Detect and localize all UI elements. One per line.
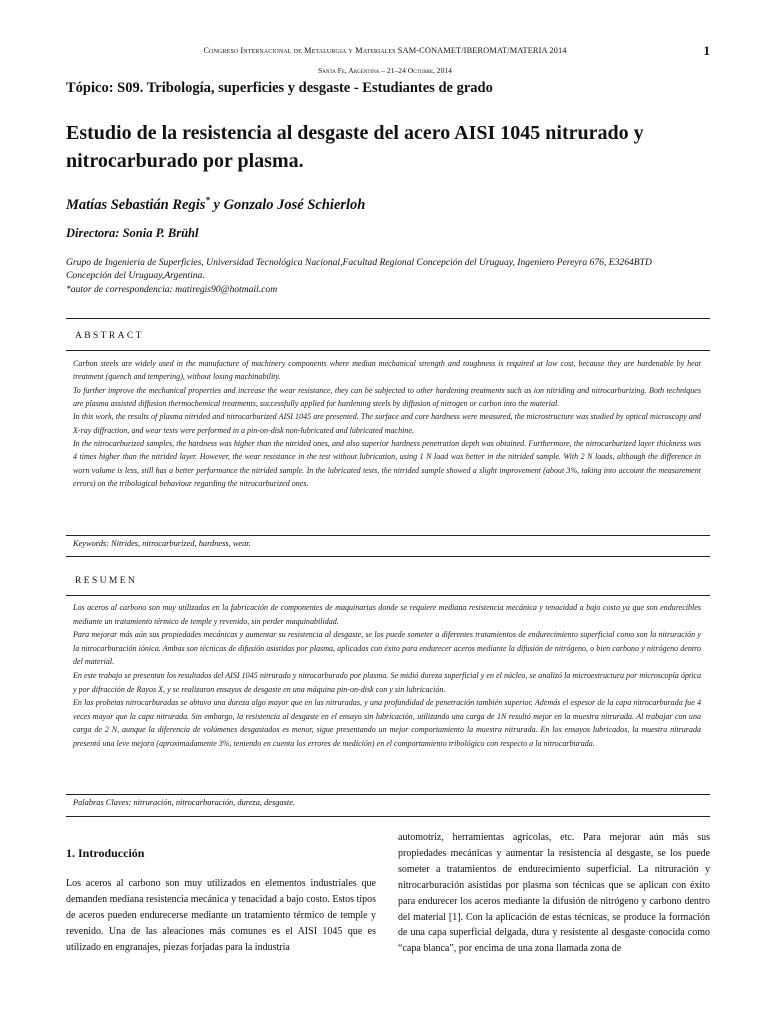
- left-column: [66, 846, 376, 956]
- affiliation-line-2: Concepción del Uruguay,Argentina.: [66, 270, 205, 282]
- corresponding-email: *autor de correspondencia: matiregis90@hotmail.com: [66, 283, 278, 295]
- resumen-rule: [66, 595, 710, 596]
- paper-title: Estudio de la resistencia al desgaste del acero AISI 1045 nitrurado y nitrocarburado por plasma.: [66, 122, 644, 172]
- abstract-heading: ABSTRACT: [75, 331, 144, 341]
- section-heading-introduction: 1. Introducción: [66, 846, 145, 860]
- conference-header: Congreso Internacional de Metalurgia y Materiales SAM-CONAMET/IBEROMAT/MATERIA 2014: [203, 46, 567, 55]
- abstract-paragraph: Carbon steels are widely used in the manufacture of machinery components where median mechanical strength and toughness is required at low cost, because they are hardenable by heat treatment (quench and tempering), without losing machinability.: [73, 359, 701, 382]
- introduction-text-left: Los aceros al carbono son muy utilizados en elementos industriales que demanden mediana resistencia mecánica y tenacidad a bajo costo. Estos tipos de aceros pueden endurecerse mediante un tratamiento térmico de temple y revenido. Una de las aleaciones más comunes es el AISI 1045 que es utilizado en engranajes, piezas forjadas para la industria: [66, 878, 376, 953]
- author-1: Matías Sebastián Regis: [66, 196, 206, 213]
- abstract-bottom-rule: [66, 556, 710, 557]
- abstract-paragraph: In this work, the results of plasma nitrided and nitrocarburized AISI 1045 are presented. The surface and core hardness were measured, the microstructure was studied by optical microscopy and X-ray diffraction, and wear tests were performed in a pin-on-disk non-lubricated and lubricated machine.: [73, 412, 701, 435]
- abstract-top-rule: [66, 318, 710, 319]
- author-2: y Gonzalo José Schierloh: [213, 196, 366, 213]
- abstract-keywords-rule: [66, 535, 710, 536]
- introduction-text-right: automotriz, herramientas agrícolas, etc. Para mejorar aún más sus propiedades mecánicas y aumentar la resistencia al desgaste, se los puede someter a tratamientos de endurecimiento superficial. La nitruración y nitrocarburación asistidas por plasma son técnicas que se aplican con éxito para endurecer los aceros mediante la difusión de nitrógeno y carbono dentro del material [1]. Con la aplicación de estas técnicas, se produce la formación de una capa superficial delgada, dura y resistente al desgaste conocida como “capa blanca”, por encima de una zona llamada zona de: [398, 832, 710, 955]
- abstract-body: [73, 357, 701, 490]
- resumen-body: [73, 601, 701, 751]
- abstract-paragraph: In the nitrocarburized samples, the hardness was higher than the nitrided ones, and also superior hardness penetration depth was obtained. Furthermore, the nitrocarburized layer thickness was 4 times higher than the nitrided layer. However, the wear resistance in the test without lubrication, using 1 N load was better in the nitrided sample. With 2 N loads, although the difference in worn volume is less, still has a better performance the nitrided sample. In the lubricated tests, the nitrided sample showed a slight improvement (about 3%, taking into account the measurement errors) on the tribological behaviour regarding the nitrocarburized ones.: [73, 439, 701, 489]
- resumen-paragraph: Los aceros al carbono son muy utilizados en la fabricación de componentes de maquinarias donde se requiere mediana resistencia mecánica y tenacidad a bajo costo ya que son endurecibles mediante un tratamiento térmico de temple y revenido, sin perder maquinabilidad.: [73, 603, 701, 626]
- affiliation: [66, 256, 716, 296]
- conference-location-date: Santa Fe, Argentina – 21–24 Octubre, 2014: [318, 66, 452, 75]
- affiliation-line-1: Grupo de Ingeniería de Superficies, Universidad Tecnológica Nacional,Facultad Regional Concepción del Uruguay, Ingeniero Pereyra 676, E3264BTD: [66, 257, 652, 268]
- resumen-heading: RESUMEN: [75, 576, 138, 586]
- abstract-rule: [66, 350, 710, 351]
- right-column: [398, 830, 710, 957]
- abstract-paragraph: To further improve the mechanical properties and increase the wear resistance, they can be subjected to other hardening treatments such as ion nitriding and nitrocarburizing. Both techniques are plasma assisted diffusion thermochemical treatments, successfully applied for hardening steels by diffusion of nitrogen or carbon into the material.: [73, 385, 701, 409]
- resumen-paragraph: En las probetas nitrocarburadas se obtuvo una dureza algo mayor que en las nitruradas, y una profundidad de penetración también superior. Además el espesor de la capa nitrocarburada fue 4 veces mayor que la capa nitrurada. Sin embargo, la resistencia al desgaste en el ensayo sin lubricación, utilizando una carga de 1N resultó mejor en la muestra nitrurada. Al trabajar con una carga de 2 N, aunque la diferencia de volúmenes desgastados es menor, sigue presentando un mejor comportamiento la muestra nitrurada. En los ensayos lubricados, la muestra nitrurada presentó una leve mejora (aproximadamente 3%, teniendo en cuenta los errores de medición) en el comportamiento tribológico con respecto a la nitrocarburada.: [73, 698, 701, 748]
- resumen-keywords-rule: [66, 794, 710, 795]
- resumen-keywords: Palabras Claves: nitruración, nitrocarburación, dureza, desgaste.: [73, 798, 296, 807]
- authors-line: [66, 195, 365, 214]
- abstract-keywords: Keywords: Nitrides, nitrocarburized, hardness, wear.: [73, 539, 251, 548]
- topic-line: Tópico: S09. Tribología, superficies y desgaste - Estudiantes de grado: [66, 80, 493, 96]
- directora-line: Directora: Sonia P. Brühl: [66, 226, 199, 240]
- resumen-paragraph: Para mejorar más aún sus propiedades mecánicas y aumentar su resistencia al desgaste, se los puede someter a diferentes tratamientos de endurecimiento superficial como son la nitruración y la nitrocarburación iónica. Ambas son técnicas de difusión asistidas por plasma, aplicadas con éxito para endurecer aceros mediante la difusión de nitrógeno, o bien carbono y nitrógeno dentro del material.: [73, 630, 701, 667]
- resumen-paragraph: En este trabajo se presentan los resultados del AISI 1045 nitrurado y nitrocarburado por plasma. Se midió dureza superficial y en el núcleo, se analizó la microestructura por microscopía óptica y por difracción de Rayos X, y se realizaron ensayos de desgaste en una máquina pin-on-disk con y sin lubricación.: [73, 670, 701, 694]
- resumen-bottom-rule: [66, 816, 710, 817]
- corresponding-marker: *: [205, 195, 210, 205]
- page-number: 1: [703, 43, 710, 58]
